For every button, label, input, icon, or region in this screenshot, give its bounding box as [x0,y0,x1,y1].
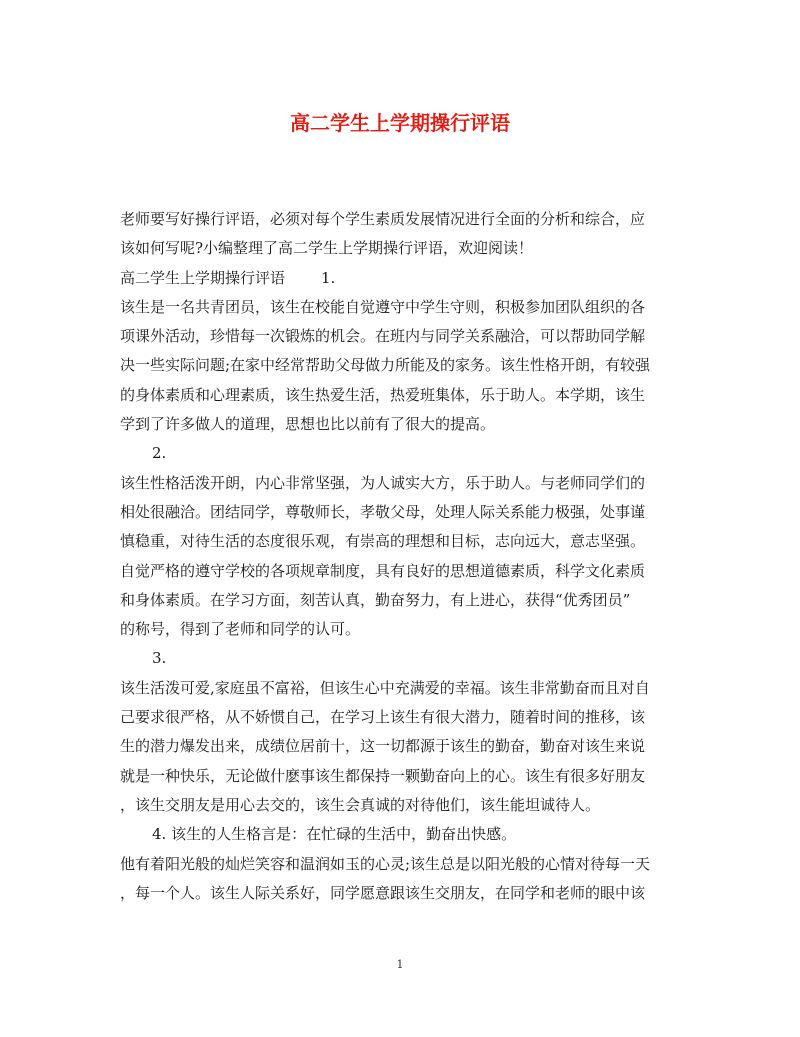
paragraph-line: 自觉严格的遵守学校的各项规章制度，具有良好的思想道德素质，科学文化素质 [120,561,646,580]
paragraph-line: 该生活泼可爱,家庭虽不富裕，但该生心中充满爱的幸福。该生非常勤奋而且对自 [120,678,650,697]
document-title: 高二学生上学期操行评语 [290,111,510,135]
item-number: 2. [152,444,167,463]
item-number: 3. [152,649,167,668]
paragraph-line: 己要求很严格，从不娇惯自己，在学习上该生有很大潜力，随着时间的推移，该 [120,708,646,727]
paragraph-line: 学到了许多做人的道理，思想也比以前有了很大的提高。 [120,415,496,434]
paragraph-line: 和身体素质。在学习方面，刻苦认真，勤奋努力，有上进心，获得“优秀团员” [120,590,631,609]
document-body [120,205,680,908]
paragraph-line: 的称号，得到了老师和同学的认可。 [120,620,361,639]
paragraph-line: 项课外活动，珍惜每一次锻炼的机会。在班内与同学关系融洽，可以帮助同学解 [120,327,646,346]
intro-line: 该如何写呢?小编整理了高二学生上学期操行评语，欢迎阅读！ [120,239,534,258]
paragraph-line: 该生是一名共青团员，该生在校能自觉遵守中学生守则，积极参加团队组织的各 [120,297,646,316]
paragraph-line: 就是一种快乐，无论做什麽事该生都保持一颗勤奋向上的心。该生有很多好朋友 [120,766,646,785]
section-heading [120,264,680,293]
paragraph-line: 慎稳重，对待生活的态度很乐观，有崇高的理想和目标，志向远大，意志坚强。 [120,532,646,551]
paragraph-line: 该生性格活泼开朗，内心非常坚强，为人诚实大方，乐于助人。与老师同学们的 [120,473,646,492]
heading-number: 1. [321,268,336,287]
paragraph-line: 的身体素质和心理素质，该生热爱生活，热爱班集体，乐于助人。本学期，该生 [120,385,646,404]
paragraph-line: 相处很融洽。团结同学，尊敬师长，孝敬父母，处理人际关系能力极强，处事谨 [120,502,646,521]
paragraph-line: 决一些实际问题;在家中经常帮助父母做力所能及的家务。该生性格开朗，有较强 [120,356,651,375]
paragraph-line: 他有着阳光般的灿烂笑容和温润如玉的心灵;该生总是以阳光般的心情对待每一天 [120,854,651,873]
item-four: 4. 该生的人生格言是：在忙碌的生活中，勤奋出快感。 [152,825,517,844]
page-number: 1 [396,958,404,971]
paragraph-line: ，每一个人。该生人际关系好，同学愿意跟该生交朋友，在同学和老师的眼中该 [120,883,646,902]
paragraph-line: ，该生交朋友是用心去交的，该生会真诚的对待他们，该生能坦诚待人。 [120,795,601,814]
paragraph-line: 生的潜力爆发出来，成绩位居前十，这一切都源于该生的勤奋，勤奋对该生来说 [120,737,646,756]
heading-text: 高二学生上学期操行评语 [120,268,286,287]
intro-line: 老师要写好操行评语，必须对每个学生素质发展情况进行全面的分析和综合，应 [120,210,646,228]
